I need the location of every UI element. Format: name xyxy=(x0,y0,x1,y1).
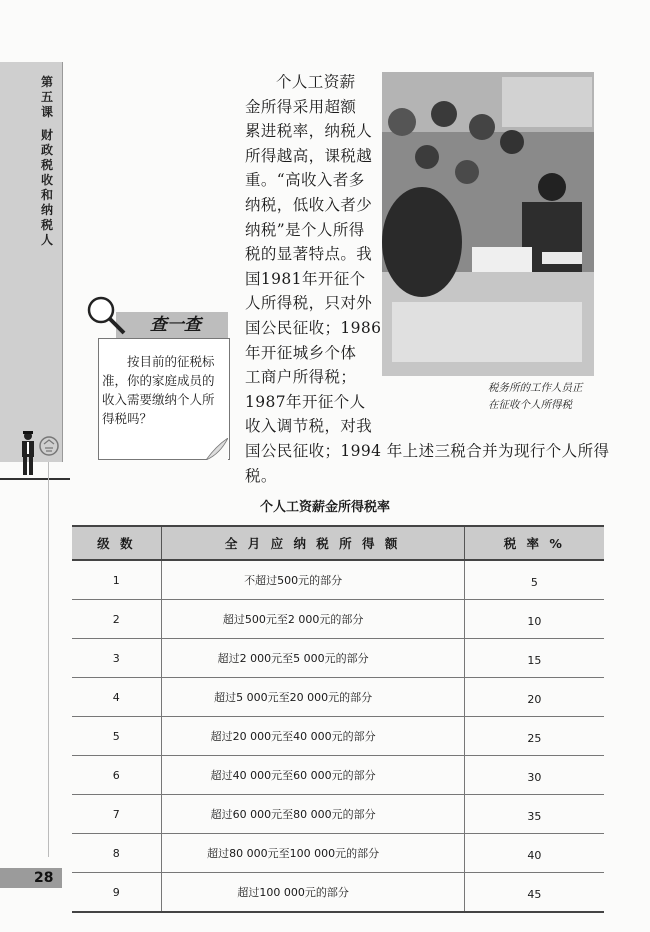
level-cell: 6 xyxy=(72,756,161,795)
rate-cell: 25 xyxy=(464,717,604,756)
level-cell: 8 xyxy=(72,834,161,873)
tax-officer-icon xyxy=(18,430,38,476)
paragraph-line: 年开征城乡个体 xyxy=(245,343,357,362)
table-row xyxy=(72,795,604,834)
income-range-cell: 超过20 000元至40 000元的部分 xyxy=(161,717,464,756)
column-header-income: 全 月 应 纳 税 所 得 额 xyxy=(161,526,464,560)
paragraph-line: 税的显著特点。我 xyxy=(245,245,373,264)
paragraph-line: 纳税”是个人所得 xyxy=(245,220,365,239)
margin-line xyxy=(48,462,49,857)
column-header-rate: 税 率 % xyxy=(464,526,604,560)
table-row xyxy=(72,834,604,873)
paragraph-line: 纳税，低收入者少 xyxy=(245,195,373,214)
sidebar-divider xyxy=(62,62,63,462)
table-row xyxy=(72,717,604,756)
level-cell: 3 xyxy=(72,639,161,678)
paragraph-line: 所得越高，课税越 xyxy=(245,146,373,165)
paragraph-line: 工商户所得税； xyxy=(245,368,357,387)
paragraph-line: 税。 xyxy=(245,466,277,485)
table-row xyxy=(72,560,604,600)
paragraph-line: 个人工资薪 xyxy=(276,73,356,91)
income-range-cell: 不超过500元的部分 xyxy=(161,560,464,600)
sidebar-label xyxy=(38,75,56,248)
paragraph-line: 人所得税，只对外 xyxy=(245,294,373,313)
check-box-title: 查一查 xyxy=(150,315,201,335)
income-range-cell: 超过2 000元至5 000元的部分 xyxy=(161,639,464,678)
income-range-cell: 超过40 000元至60 000元的部分 xyxy=(161,756,464,795)
sidebar-rule xyxy=(0,478,70,480)
paragraph-line: 国1981年开征个 xyxy=(245,269,366,288)
table-row xyxy=(72,600,604,639)
paragraph-line: 国公民征收；1994 年上述三税合并为现行个人所得 xyxy=(245,441,610,460)
lesson-number: 第五课 xyxy=(40,75,53,119)
level-cell: 5 xyxy=(72,717,161,756)
lesson-title: 财政税收和纳税人 xyxy=(40,128,53,247)
table-title: 个人工资薪金所得税率 xyxy=(259,500,390,515)
rate-cell: 35 xyxy=(464,795,604,834)
photo-caption-line: 税务所的工作人员正 xyxy=(488,382,583,394)
page-curl-icon xyxy=(206,438,228,460)
rate-cell: 20 xyxy=(464,678,604,717)
income-range-cell: 超过5 000元至20 000元的部分 xyxy=(161,678,464,717)
table-header-row xyxy=(72,526,604,560)
check-box-question: 按目前的征税标准，你的家庭成员的收入需要缴纳个人所得税吗？ xyxy=(102,354,215,426)
tax-emblem-icon xyxy=(38,435,60,457)
paragraph-line: 重。“高收入者多 xyxy=(245,171,365,190)
body-paragraph xyxy=(245,70,615,488)
page-number: 28 xyxy=(0,868,62,888)
photo-caption-line: 在征收个人所得税 xyxy=(488,399,572,411)
rate-cell: 40 xyxy=(464,834,604,873)
table-row xyxy=(72,873,604,913)
level-cell: 7 xyxy=(72,795,161,834)
paragraph-line: 收入调节税，对我 xyxy=(245,417,373,436)
table-row xyxy=(72,756,604,795)
level-cell: 9 xyxy=(72,873,161,913)
rate-cell: 15 xyxy=(464,639,604,678)
income-range-cell: 超过60 000元至80 000元的部分 xyxy=(161,795,464,834)
table-row xyxy=(72,639,604,678)
magnifier-icon xyxy=(84,293,128,337)
rate-cell: 30 xyxy=(464,756,604,795)
table-row xyxy=(72,678,604,717)
rate-cell: 5 xyxy=(464,560,604,600)
paragraph-line: 累进税率，纳税人 xyxy=(245,122,373,141)
income-range-cell: 超过100 000元的部分 xyxy=(161,873,464,913)
rate-cell: 45 xyxy=(464,873,604,913)
column-header-level: 级 数 xyxy=(72,526,161,560)
rate-cell: 10 xyxy=(464,600,604,639)
tax-rate-table xyxy=(72,525,604,913)
income-range-cell: 超过500元至2 000元的部分 xyxy=(161,600,464,639)
level-cell: 4 xyxy=(72,678,161,717)
paragraph-line: 金所得采用超额 xyxy=(245,97,357,116)
level-cell: 2 xyxy=(72,600,161,639)
income-range-cell: 超过80 000元至100 000元的部分 xyxy=(161,834,464,873)
paragraph-line: 1987年开征个人 xyxy=(245,392,366,411)
paragraph-line: 国公民征收；1986 xyxy=(245,318,382,337)
level-cell: 1 xyxy=(72,560,161,600)
